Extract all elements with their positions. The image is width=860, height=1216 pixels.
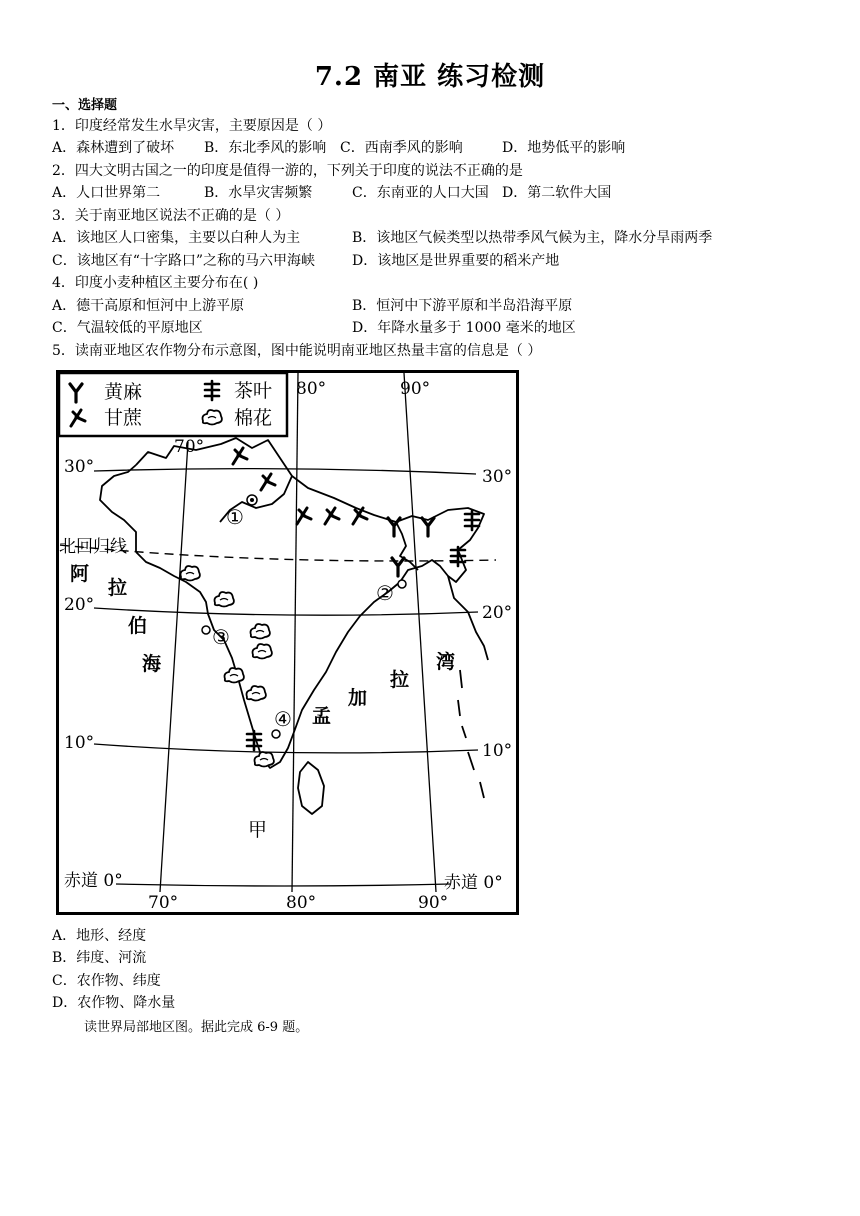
- q5-option-a: A．地形、经度: [52, 928, 147, 944]
- sea-jia-label: 甲: [248, 819, 268, 841]
- q4-option-b: B．恒河中下游平原和半岛沿海平原: [352, 298, 573, 314]
- svg-text:拉: 拉: [108, 577, 128, 599]
- lat-label-20-right: 20°: [482, 603, 513, 623]
- q1-option-d: D．地势低平的影响: [502, 140, 626, 156]
- q3-option-a: A．该地区人口密集，主要以白种人为主: [52, 230, 301, 246]
- q1-stem: 1．印度经常发生水旱灾害，主要原因是（ ）: [52, 118, 332, 134]
- legend-jute: 黄麻: [104, 381, 143, 403]
- map-frame: [58, 372, 518, 914]
- section-heading: 一、选择题: [52, 98, 118, 113]
- q2-option-b: B．水旱灾害频繁: [204, 185, 313, 201]
- next-section-intro: 读世界局部地区图。据此完成 6-9 题。: [84, 1020, 309, 1035]
- svg-text:伯: 伯: [128, 615, 148, 637]
- lat-label-10-right: 10°: [482, 741, 513, 761]
- marker-1: ①: [226, 505, 244, 529]
- lon-label-80-top: 80°: [296, 379, 327, 399]
- q4-option-c: C．气温较低的平原地区: [52, 320, 203, 336]
- equator-label-left: 赤道 0°: [64, 871, 123, 891]
- page-title: 7.2 南亚 练习检测: [314, 62, 546, 92]
- lat-label-20-left: 20°: [64, 595, 95, 615]
- marker-2: ②: [376, 581, 394, 605]
- q3-option-c: C．该地区有“十字路口”之称的马六甲海峡: [52, 253, 316, 269]
- legend-cotton: 棉花: [234, 407, 273, 429]
- lat-label-30-left: 30°: [64, 457, 95, 477]
- svg-text:阿: 阿: [70, 563, 90, 585]
- q5-option-d: D．农作物、降水量: [52, 995, 176, 1011]
- q5-option-b: B．纬度、河流: [52, 950, 147, 966]
- q2-option-d: D．第二软件大国: [502, 185, 612, 201]
- south-asia-crop-map: [56, 370, 519, 915]
- marker-3: ③: [212, 625, 230, 649]
- tropic-label: 北回归线: [59, 537, 127, 557]
- q2-stem: 2．四大文明古国之一的印度是值得一游的，下列关于印度的说法不正确的是: [52, 163, 523, 179]
- q3-stem: 3．关于南亚地区说法不正确的是（ ）: [52, 208, 290, 224]
- tea-icon: [451, 547, 465, 566]
- q2-option-c: C．东南亚的人口大国: [352, 185, 489, 201]
- lon-label-70-inner: 70°: [174, 437, 205, 457]
- lon-label-70-bottom: 70°: [148, 893, 179, 913]
- q4-option-a: A．德干高原和恒河中上游平原: [52, 298, 245, 314]
- legend-sugarcane: 甘蔗: [104, 407, 143, 429]
- q3-option-b: B．该地区气候类型以热带季风气候为主，降水分旱雨两季: [352, 230, 713, 246]
- legend-tea: 茶叶: [234, 380, 273, 402]
- svg-text:孟: 孟: [312, 705, 332, 727]
- svg-text:加: 加: [348, 687, 368, 709]
- lat-label-10-left: 10°: [64, 733, 95, 753]
- marker-4: ④: [274, 707, 292, 731]
- lon-label-90-top: 90°: [400, 379, 431, 399]
- lon-label-80-bottom: 80°: [286, 893, 317, 913]
- tea-icon: [465, 511, 479, 530]
- q3-option-d: D．该地区是世界重要的稻米产地: [352, 253, 560, 269]
- lat-label-30-right: 30°: [482, 467, 513, 487]
- q2-option-a: A．人口世界第二: [52, 185, 161, 201]
- tea-icon: [247, 731, 261, 750]
- q5-option-c: C．农作物、纬度: [52, 973, 161, 989]
- q5-stem: 5．读南亚地区农作物分布示意图，图中能说明南亚地区热量丰富的信息是（ ）: [52, 343, 542, 359]
- svg-text:湾: 湾: [436, 651, 456, 673]
- q4-stem: 4．印度小麦种植区主要分布在( ): [52, 275, 259, 291]
- equator-label-right: 赤道 0°: [444, 873, 503, 893]
- q4-option-d: D．年降水量多于 1000 毫米的地区: [352, 320, 576, 336]
- lon-label-90-bottom: 90°: [418, 893, 449, 913]
- svg-text:拉: 拉: [390, 669, 410, 691]
- svg-text:海: 海: [142, 653, 162, 675]
- tea-icon: [205, 381, 219, 400]
- q1-option-c: C．西南季风的影响: [340, 140, 463, 156]
- map-legend: [59, 373, 287, 436]
- q1-option-b: B．东北季风的影响: [204, 140, 327, 156]
- q1-option-a: A．森林遭到了破坏: [52, 140, 175, 156]
